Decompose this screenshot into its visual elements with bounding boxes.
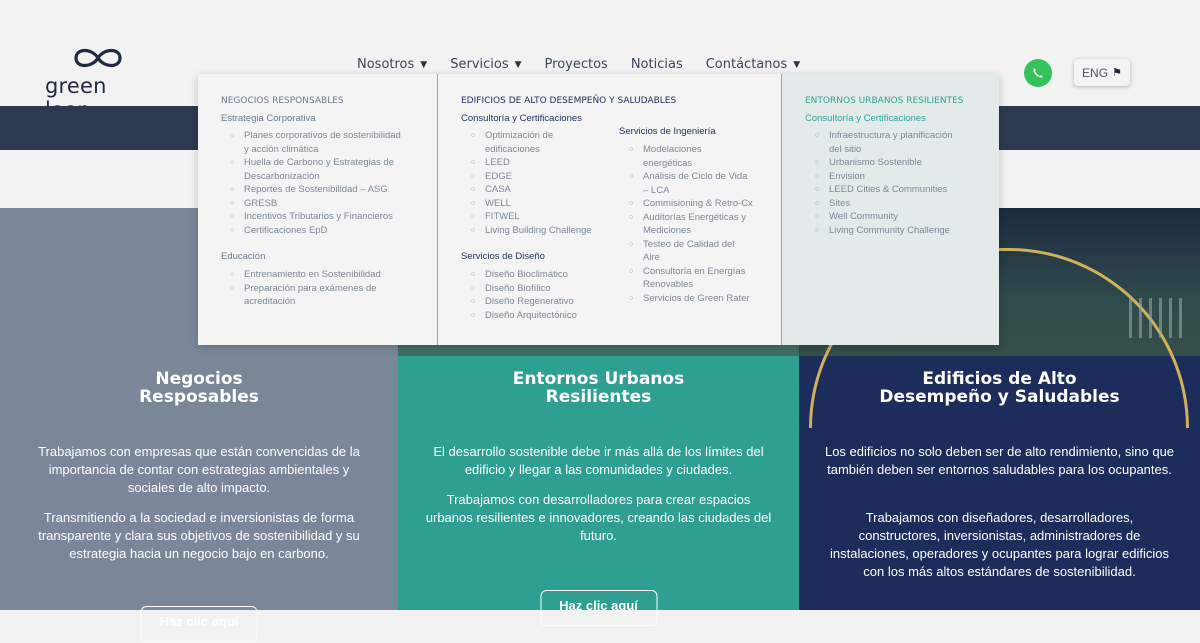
mega-menu-item[interactable]: ○ Well Community: [829, 210, 953, 224]
mega-menu-item[interactable]: ○ Huella de Carbono y Estrategias de: [244, 156, 401, 170]
mega-list: [485, 268, 577, 322]
mega-column-negocios: [198, 74, 438, 345]
mega-menu-item[interactable]: ○ EDGE: [485, 170, 592, 184]
mega-menu-item[interactable]: ○ Certificaciones EpD: [244, 224, 401, 238]
mega-menu-item[interactable]: energéticas: [643, 157, 693, 169]
mega-menu-item[interactable]: Aire: [643, 252, 660, 263]
mega-subheading[interactable]: Servicios de Ingeniería: [619, 126, 716, 137]
panel-title: [398, 370, 799, 406]
title-line: Edificios de Alto: [922, 369, 1077, 389]
logo[interactable]: [45, 44, 155, 100]
cta-button[interactable]: Haz clic aquí: [141, 606, 258, 642]
infinity-loop-icon: [72, 44, 124, 72]
mega-menu-item[interactable]: ○ Servicios de Green Rater: [643, 292, 753, 306]
mega-menu-item[interactable]: ○ Diseño Bioclimático: [485, 268, 577, 282]
mega-menu-item[interactable]: ○ Diseño Biofílico: [485, 282, 577, 296]
mega-menu-item[interactable]: ○ Commisioning & Retro-Cx: [643, 197, 753, 211]
mega-heading[interactable]: EDIFICIOS DE ALTO DESEMPEÑO Y SALUDABLES: [461, 96, 677, 106]
mega-menu-item[interactable]: ○ FITWEL: [485, 210, 592, 224]
nav-contactanos[interactable]: [706, 57, 800, 72]
panel-text: Trabajamos con diseñadores, desarrolladores, constructores, inversionistas, administradores de instalaciones, operadores y ocupantes para lograr edificios con los más altos estándares de sostenibilidad.: [830, 510, 1169, 579]
mega-column-edificios: [438, 74, 782, 345]
chevron-down-icon: ▼: [514, 59, 522, 70]
mega-column-entornos: [782, 74, 999, 345]
mega-subheading[interactable]: Servicios de Diseño: [461, 251, 545, 262]
title-line: Entornos Urbanos: [512, 369, 685, 389]
mega-menu-item[interactable]: ○ Entrenamiento en Sostenibilidad: [244, 268, 381, 282]
nav-proyectos[interactable]: [545, 57, 608, 72]
panel-title: [0, 370, 398, 406]
flag-icon: ⚑: [1112, 67, 1122, 79]
language-switcher[interactable]: [1074, 59, 1130, 86]
nav-label: Servicios: [450, 57, 509, 72]
nav-label: Proyectos: [544, 57, 608, 72]
mega-menu-item[interactable]: ○ WELL: [485, 197, 592, 211]
mega-menu-item[interactable]: ○ Consultoría en Energías: [643, 265, 753, 279]
nav-label: Contáctanos: [705, 57, 788, 72]
mega-menu-item[interactable]: ○ Auditorías Energéticas y: [643, 211, 753, 225]
mega-menu-item[interactable]: ○ Urbanismo Sostenible: [829, 156, 953, 170]
mega-list: [244, 268, 381, 309]
cta-button[interactable]: Haz clic aquí: [540, 590, 657, 626]
mega-subheading[interactable]: Estrategia Corporativa: [221, 113, 316, 124]
mega-list: [829, 129, 953, 237]
mega-menu-item[interactable]: ○ Diseño Arquitectónico: [485, 309, 577, 323]
mega-subheading[interactable]: Educación: [221, 251, 266, 262]
mega-menu-item[interactable]: ○ Living Building Challenge: [485, 224, 592, 238]
panel-title: [799, 370, 1200, 406]
mega-menu-item[interactable]: Mediciones: [643, 225, 692, 236]
building-lights: [1129, 298, 1189, 338]
mega-menu-item[interactable]: ○ Envision: [829, 170, 953, 184]
mega-menu-item[interactable]: ○ Diseño Regenerativo: [485, 295, 577, 309]
mega-heading[interactable]: ENTORNOS URBANOS RESILIENTES: [805, 96, 964, 106]
nav-label: Noticias: [630, 57, 683, 72]
phone-icon: [1029, 64, 1047, 82]
nav-nosotros[interactable]: [357, 57, 427, 72]
mega-menu-item[interactable]: ○ LEED Cities & Communities: [829, 183, 953, 197]
panel-text: Trabajamos con desarrolladores para crear espacios urbanos resilientes e innovadores, creando las ciudades del futuro.: [425, 492, 772, 543]
mega-subheading[interactable]: Consultoría y Certificaciones: [461, 113, 582, 124]
mega-menu-item[interactable]: ○ Preparación para exámenes de: [244, 282, 381, 296]
mega-menu-item[interactable]: ○ Reportes de Sostenibilidad – ASG: [244, 183, 401, 197]
mega-menu-item[interactable]: ○ Sites: [829, 197, 953, 211]
panel-text: El desarrollo sostenible debe ir más allá de los límites del edificio y llegar a las comunidades y ciudades.: [433, 444, 764, 477]
title-line: Negocios: [155, 369, 243, 389]
mega-menu-item[interactable]: Renovables: [643, 279, 694, 290]
mega-menu-item[interactable]: ○ Análisis de Ciclo de Vida: [643, 170, 753, 184]
main-nav: [357, 57, 823, 72]
nav-label: Nosotros: [357, 57, 415, 72]
mega-subheading[interactable]: Consultoría y Certificaciones: [805, 113, 926, 124]
title-line: Desempeño y Saludables: [879, 387, 1120, 407]
title-line: Resilientes: [545, 387, 652, 407]
mega-list: [244, 129, 401, 237]
mega-list: [485, 129, 592, 237]
title-line: Resposables: [139, 387, 259, 407]
mega-menu-item[interactable]: ○ Infraestructura y planificación: [829, 129, 953, 143]
nav-noticias[interactable]: [631, 57, 683, 72]
language-label: ENG: [1082, 65, 1109, 80]
mega-menu-item[interactable]: ○ GRESB: [244, 197, 401, 211]
mega-menu-item[interactable]: edificaciones: [485, 143, 540, 155]
mega-menu-item[interactable]: ○ Testeo de Calidad del: [643, 238, 753, 252]
mega-menu-item[interactable]: del sitio: [829, 143, 862, 155]
panel-text: Trabajamos con empresas que están convencidas de la importancia de contar con estrategias ambientales y sociales de alto impacto.: [38, 444, 360, 495]
mega-menu-item[interactable]: Descarbonización: [244, 170, 320, 182]
mega-menu-item[interactable]: ○ Living Community Challenge: [829, 224, 953, 238]
mega-list: [643, 143, 753, 305]
mega-menu-item[interactable]: ○ LEED: [485, 156, 592, 170]
chevron-down-icon: ▼: [420, 59, 428, 70]
mega-menu-item[interactable]: ○ Incentivos Tributarios y Financieros: [244, 210, 401, 224]
mega-heading[interactable]: NEGOCIOS RESPONSABLES: [221, 96, 344, 106]
mega-menu-item[interactable]: – LCA: [643, 184, 670, 196]
whatsapp-icon[interactable]: [1024, 59, 1052, 87]
panel-text: Transmitiendo a la sociedad e inversionistas de forma transparente y clara sus objetivos de sostenibilidad y su estrategia hacia un negocio bajo en carbono.: [38, 510, 360, 561]
mega-menu-item[interactable]: y acción climática: [244, 143, 319, 155]
mega-menu-item[interactable]: ○ Optimización de: [485, 129, 592, 143]
mega-menu-item[interactable]: ○ Planes corporativos de sostenibilidad: [244, 129, 401, 143]
panel-text: Los edificios no solo deben ser de alto rendimiento, sino que también deben ser entornos saludables para los ocupantes.: [824, 444, 1175, 477]
nav-servicios[interactable]: [450, 57, 521, 72]
logo-text: green: [45, 74, 107, 98]
chevron-down-icon: ▼: [793, 59, 801, 70]
mega-menu-item[interactable]: ○ CASA: [485, 183, 592, 197]
mega-menu-item[interactable]: acreditación: [244, 296, 296, 307]
mega-menu-item[interactable]: ○ Modelaciones: [643, 143, 753, 157]
services-mega-menu: [198, 74, 999, 345]
